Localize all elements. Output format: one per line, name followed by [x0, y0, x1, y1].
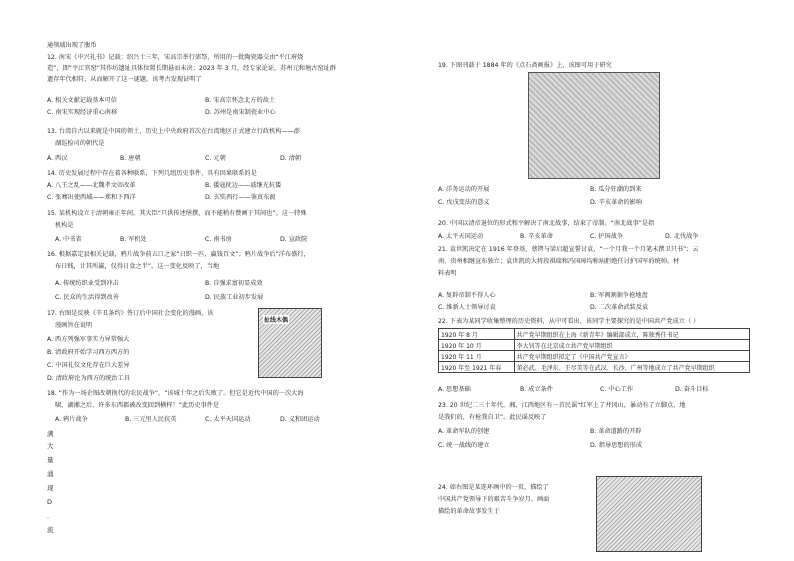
q21-option-d: D. 二次革命武装反袁 [590, 304, 649, 311]
q22-option-a: A. 思想基础 [438, 386, 471, 393]
q21-option-a: A. 复辟帝制不得人心 [438, 292, 496, 299]
q16-stem-1: 16. 根据嘉定县相关记载，鸦片战争前五口之家“日织一匹，赢钱百文”；鸦片战争后“洋布盛行， [47, 251, 310, 258]
q20-option-c: C. 护国战争 [590, 233, 624, 240]
q12-option-b: B. 宋高宗怀念北方的故土 [205, 97, 276, 104]
q23-option-a: A. 革命军队的创建 [438, 428, 490, 435]
side-char: 涌 [47, 470, 54, 478]
q23-stem-1: 23. 20 世纪二三十年代，湘、江西地区有一首民谣“红军上了井冈山，暴动有了立脚点，地 [438, 402, 686, 409]
q23-option-d: D. 指导思想的形成 [590, 442, 643, 449]
q13-option-b: B. 唐朝 [120, 155, 141, 162]
q24-stem-2: 中国共产党领导下的艰苦斗争岁月。画面 [438, 496, 550, 503]
q17-option-b: B. 清政府开始学习西方西方的 [47, 349, 130, 356]
q12-stem-3: 遗存年代相符，从而解开了这一谜题。该考古发现证明了 [47, 76, 202, 83]
side-char: 满 [47, 430, 54, 438]
q12-option-a: A. 相关文献记载基本可信 [47, 97, 117, 104]
side-char: D [47, 498, 53, 506]
q16-stem-2: 布日贱，计其所赢，仅得日食之半”。这一变化反映了，当地 [55, 263, 220, 270]
q14-option-d: D. 玄奘西行——鉴真东渡 [205, 194, 276, 201]
q14-option-c: C. 张骞出使西域——郑和下西洋 [47, 194, 136, 201]
q15-option-d: D. 宣政院 [280, 236, 308, 243]
q19-option-c: C. 戊戌变法的意义 [438, 199, 490, 206]
q21-option-b: B. 军阀割据争抢地盘 [590, 292, 648, 299]
q17-stem-1: 17. 右图是反映《辛丑条约》签订后中国社会变化的漫画，该 [47, 310, 214, 317]
puppet-cartoon-image [258, 308, 322, 378]
q18-option-b: B. 三元里人民抗英 [125, 416, 177, 423]
q13-option-c: C. 元朝 [205, 155, 226, 162]
q21-stem-3: 料表明 [438, 270, 457, 277]
table-row [439, 329, 750, 340]
table-cell: 李大钊等在北京成立共产党早期组织 [514, 340, 749, 351]
q16-option-b: B. 自强求富初显成效 [205, 280, 263, 287]
q23-option-c: C. 统一战线的建立 [438, 442, 490, 449]
q20-option-b: B. 辛亥革命 [520, 233, 553, 240]
q15-option-a: A. 中书省 [55, 236, 82, 243]
q23-option-b: B. 革命道路的开辟 [590, 428, 642, 435]
q22-option-c: C. 中心工作 [600, 386, 634, 393]
q20-stem: 20. 中国以清帝退位的形式和平解决了南北战事，结束了帝制。“南北战事”是指 [438, 220, 655, 227]
q12-stem-2: 造”，即“平江官窑”其作坊遗址具体位置长期悬而未决；2023 年 3 月，经专家论证，苏州元和塘古窑址群 [47, 65, 336, 72]
q14-stem: 14. 历史发展过程中存在着各种联系，下列几组历史事件，具有因果联系的是 [47, 170, 257, 177]
side-char: 现 [47, 484, 54, 492]
q19-stem: 19. 下图刊载于 1884 年的《点石斋画报》上，该图可用于研究 [438, 62, 612, 69]
table-row [439, 362, 750, 373]
q22-option-b: B. 成立条件 [520, 386, 553, 393]
q14-option-b: B. 倭寇扰边——戚继光抗倭 [205, 182, 282, 189]
q17-option-a: A. 西方列强军事实力异常强大 [47, 336, 130, 343]
q13-option-a: A. 西汉 [47, 155, 68, 162]
table-cell: 1920 年 11 月 [439, 351, 515, 362]
left-fragment-line: 通领域出现了腹币 [47, 42, 97, 49]
comic-page-image [596, 476, 702, 552]
q22-stem: 22. 下表为某同学收集整理的历史资料，从中可看出，该同学主要探究的是中国共产党成立（ ） [438, 318, 700, 325]
q23-stem-2: 是我们的，有枪我自卫”。此民谣反映了 [438, 414, 547, 421]
side-char: 大 [47, 442, 54, 450]
q12-stem-1: 12. 南宋《中兴礼书》记载：绍兴十三年，宋高宗举行郊祭，所用的一批陶瓷器交由“平江府烧 [47, 54, 304, 61]
table-row [439, 351, 750, 362]
q19-option-a: A. 洋务运动的开展 [438, 186, 490, 193]
q15-option-c: C. 南书房 [205, 236, 232, 243]
q14-option-a: A. 八王之乱——北魏孝文帝改革 [47, 182, 136, 189]
table-cell: 1920 年至 1921 年春 [439, 362, 515, 373]
q15-stem-1: 15. 某机构设立于清朝雍正年间，其大臣“只供传述缮撰，而不能稍有赞画于其间也”。这一特殊 [47, 210, 307, 217]
side-char: 流 [47, 526, 54, 534]
q16-option-c: C. 民众的生活得到改善 [55, 294, 119, 301]
q19-option-b: B. 瓜分狂潮的到来 [590, 186, 642, 193]
side-char: 量 [47, 456, 54, 464]
q17-option-d: D. 清政府沦为西方的统治工具 [47, 375, 130, 382]
table-cell: 共产党早期组织拟定了《中国共产党宣言》 [514, 351, 749, 362]
q13-stem-2: 湖巡检司的朝代是 [55, 140, 105, 147]
side-char: ． [47, 512, 54, 520]
q16-option-a: A. 传统纺织业受到冲击 [55, 280, 119, 287]
q21-option-c: C. 维新人士领导讨袁 [438, 304, 496, 311]
q13-stem-1: 13. 台湾自古以来就是中国的领土，历史上中央政府首次在台湾地区正式建立行政机构——澎 [47, 128, 301, 135]
cartoon-caption: 扯线木偶 [264, 317, 289, 324]
q17-stem-2: 漫画旨在说明 [55, 322, 93, 329]
q18-stem-2: 啸，湖湘之后，许多东西都被改变回到横样！”此历史事件是 [55, 402, 220, 409]
table-cell: 1920 年 8 月 [439, 329, 515, 340]
q12-option-d: D. 苏州是南宋制瓷业中心 [205, 109, 276, 116]
train-illustration-image [528, 72, 660, 179]
q17-option-c: C. 中国礼仪文化存在巨大差异 [47, 362, 130, 369]
q15-option-b: B. 军机处 [120, 236, 147, 243]
q18-option-a: A. 鸦片战争 [55, 416, 88, 423]
q18-option-d: D. 义和团运动 [280, 416, 320, 423]
q24-stem-3: 描绘的革命故事发生于 [438, 508, 500, 515]
q15-stem-2: 机构是 [55, 222, 74, 229]
q12-option-c: C. 南宋实现经济重心南移 [47, 109, 118, 116]
q20-option-d: D. 北伐战争 [665, 233, 699, 240]
q19-option-d: D. 辛亥革命的影响 [590, 199, 643, 206]
q24-stem-1: 24. 如右图是某连环画中的一页，描绘了 [438, 484, 549, 491]
q13-option-d: D. 清朝 [280, 155, 302, 162]
table-cell: 1920 年 10 月 [439, 340, 515, 351]
q16-option-d: D. 民族工业初步发展 [205, 294, 264, 301]
table-row [439, 340, 750, 351]
q18-option-c: C. 太平天国运动 [205, 416, 251, 423]
q18-stem-1: 18. “作为一场企图改朝换代的农民战争”，“该城十年之后失败了。但它是近代中国的一次大海 [47, 390, 304, 397]
q20-option-a: A. 太平天国运动 [438, 233, 484, 240]
q22-option-d: D. 奋斗目标 [675, 386, 709, 393]
table-cell: 共产党早期组织在上海《新青年》编辑部成立，陈独秀任书记 [514, 329, 749, 340]
q21-stem-2: 南、贵州相继宣布独立；袁世凯的大将段祺瑞和冯国璋均称病拒绝任讨护国军的统帅。材 [438, 258, 680, 265]
q21-stem-1: 21. 袁世凯决定在 1916 年登基，蔡锷与梁启超宣誓讨袁，“一个月我一个月笔未撰卫只书”；云 [438, 246, 699, 253]
table-cell: 董必武、毛泽东、王尽美等在武汉、长沙、广州等地成立了共产党早期组织 [514, 362, 749, 373]
q22-table [438, 328, 750, 373]
